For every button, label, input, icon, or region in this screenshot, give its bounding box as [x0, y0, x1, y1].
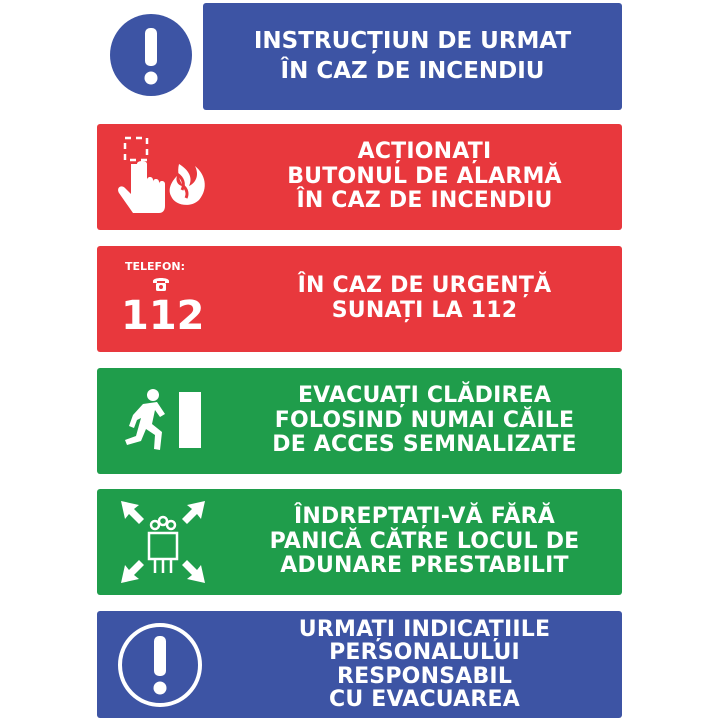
instruction-follow-staff: [97, 611, 622, 718]
text-line: DE ACCES SEMNALIZATE: [272, 432, 577, 458]
instruction-evacuate: [97, 368, 622, 474]
title-line-1: INSTRUCȚIUN DE URMAT: [253, 27, 572, 54]
instruction-emergency: [97, 246, 622, 352]
title-line-2: ÎN CAZ DE INCENDIU: [280, 57, 545, 84]
instruction-evacuate-text: [237, 368, 612, 474]
text-line: CU EVACUAREA: [328, 686, 520, 712]
text-line: ÎNDREPTAȚI-VĂ FĂRĂ: [293, 504, 556, 530]
instruction-emergency-text: [237, 246, 612, 352]
text-line: PERSONALULUI: [329, 640, 520, 666]
instruction-assembly: [97, 489, 622, 595]
text-line: ADUNARE PRESTABILIT: [280, 553, 569, 579]
exclamation-icon: [115, 620, 205, 714]
phone-label: TELEFON:: [125, 260, 186, 273]
text-line: FOLOSIND NUMAI CĂILE: [274, 407, 575, 433]
assembly-point-icon: [117, 497, 209, 591]
text-line: ÎN CAZ DE INCENDIU: [296, 188, 553, 214]
text-line: RESPONSABIL: [336, 663, 513, 689]
page-title: [203, 3, 622, 110]
text-line: ÎN CAZ DE URGENȚĂ: [297, 273, 552, 299]
text-line: URMAȚI INDICAȚIILE: [298, 617, 551, 643]
text-line: ACȚIONAȚI: [357, 139, 492, 165]
phone-number: 112: [121, 293, 205, 339]
exclamation-icon: [110, 14, 192, 96]
instruction-assembly-text: [237, 489, 612, 595]
instruction-alarm-text: [237, 124, 612, 230]
emergency-exit-icon: [119, 386, 209, 462]
text-line: SUNAȚI LA 112: [331, 298, 518, 323]
instruction-alarm: [97, 124, 622, 230]
text-line: EVACUAȚI CLĂDIREA: [297, 383, 552, 409]
instruction-follow-staff-text: [237, 611, 612, 718]
text-line: BUTONUL DE ALARMĂ: [287, 163, 562, 189]
text-line: PANICĂ CĂTRE LOCUL DE: [269, 528, 580, 554]
fire-alarm-button-icon: [109, 134, 214, 228]
